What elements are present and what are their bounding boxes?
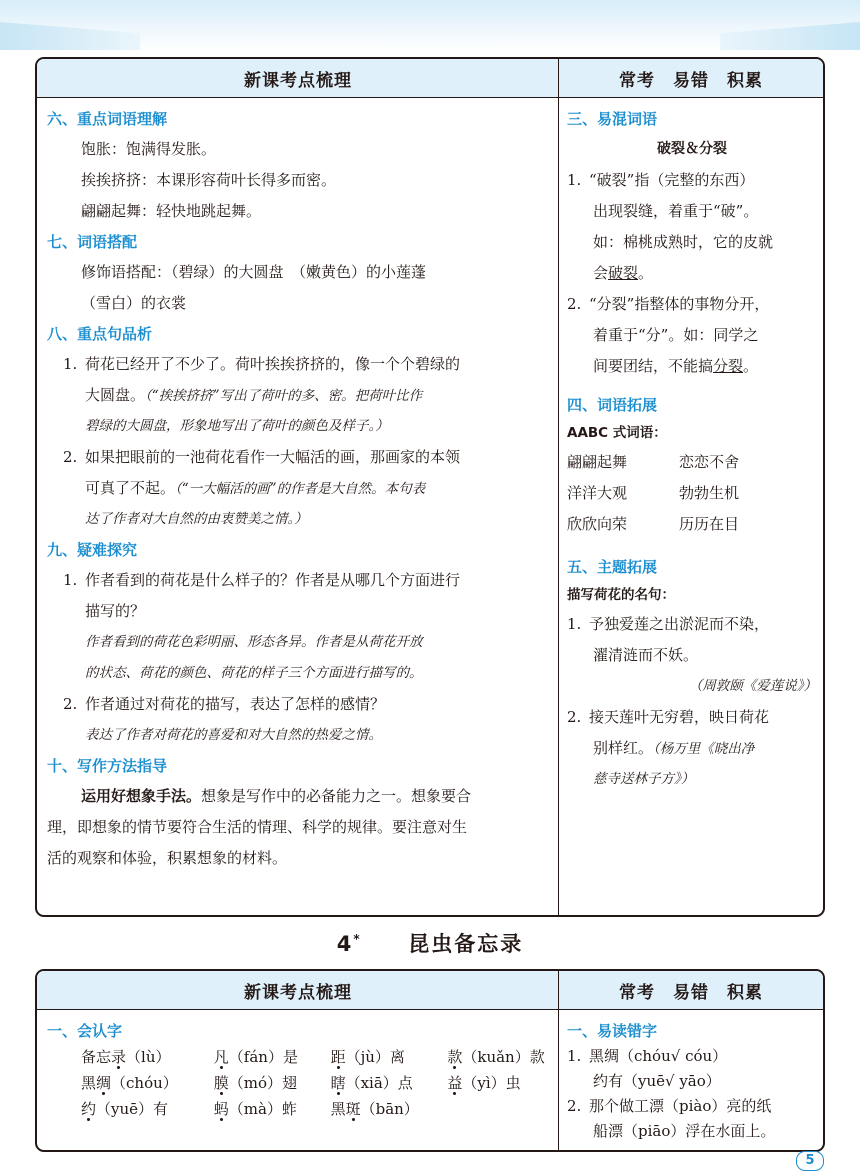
lesson-star: * bbox=[353, 932, 362, 946]
item-number: 2. bbox=[567, 708, 582, 726]
pinyin: （lù） bbox=[126, 1048, 171, 1066]
right-column bbox=[567, 1018, 817, 1144]
pinyin: （jù）离 bbox=[345, 1048, 405, 1066]
char-context: 备忘 bbox=[81, 1048, 112, 1066]
column-divider bbox=[558, 971, 559, 1150]
explain-text: 。 bbox=[638, 264, 654, 282]
char-row bbox=[47, 1044, 552, 1070]
collocation-line: 修饰语搭配：（碧绿）的大圆盘 （嫩黄色）的小莲蓬 bbox=[81, 263, 427, 281]
target-char: 绸 bbox=[96, 1074, 112, 1092]
char-item bbox=[331, 1100, 419, 1118]
section-heading: 四、词语拓展 bbox=[567, 396, 658, 414]
pattern-label: AABC 式词语： bbox=[567, 425, 667, 441]
char-item bbox=[331, 1044, 443, 1070]
misread-text: 黑绸（chóu√ cóu） bbox=[589, 1047, 728, 1065]
explain-text: 。 bbox=[743, 357, 759, 375]
answer-line: 表达了作者对荷花的喜爱和对大自然的热爱之情。 bbox=[85, 727, 382, 743]
column-divider bbox=[558, 59, 559, 915]
explain-text: “分裂”指整体的事物分开， bbox=[589, 295, 770, 313]
quote-line bbox=[567, 702, 817, 733]
char-item bbox=[214, 1044, 326, 1070]
target-char: 约 bbox=[81, 1100, 97, 1118]
section-heading: 八、重点句品析 bbox=[47, 325, 153, 343]
explain-line bbox=[567, 258, 817, 289]
collocation-line: （雪白）的衣裳 bbox=[81, 294, 187, 312]
writing-line: 活的观察和体验，积累想象的材料。 bbox=[47, 849, 288, 867]
left-header: 新课考点梳理 bbox=[37, 971, 559, 1010]
explain-line: 如：棉桃成熟时，它的皮就 bbox=[593, 233, 774, 251]
sentence-text: 可真了不起。 bbox=[85, 479, 176, 497]
quote-label: 描写荷花的名句： bbox=[567, 587, 675, 603]
section-heading: 一、会认字 bbox=[47, 1022, 123, 1040]
underlined-word: 破裂 bbox=[608, 264, 639, 282]
item-number: 1. bbox=[63, 355, 78, 373]
word: 恋恋不舍 bbox=[679, 453, 740, 471]
left-header: 新课考点梳理 bbox=[37, 59, 559, 98]
quote-line: 濯清涟而不妖。 bbox=[593, 646, 699, 664]
term-line: 挨挨挤挤：本课形容荷叶长得多而密。 bbox=[81, 171, 337, 189]
writing-line bbox=[47, 781, 552, 812]
char-item bbox=[447, 1048, 544, 1066]
explain-text: 会 bbox=[593, 264, 609, 282]
word-row bbox=[567, 447, 817, 478]
lesson-name: 昆虫备忘录 bbox=[408, 932, 524, 956]
misread-line: 船漂（piāo）浮在水面上。 bbox=[593, 1122, 776, 1140]
quote-source: 慈寺送林子方》） bbox=[593, 771, 695, 787]
item-number: 2. bbox=[63, 695, 78, 713]
section-heading: 七、词语搭配 bbox=[47, 233, 138, 251]
quote-line bbox=[567, 733, 817, 764]
char-item bbox=[81, 1044, 209, 1070]
analysis-note: 碧绿的大圆盘，形象地写出了荷叶的颜色及样子。） bbox=[85, 418, 389, 434]
item-number: 1. bbox=[63, 571, 78, 589]
sentence-line bbox=[47, 442, 552, 473]
page-number: 5 bbox=[796, 1151, 824, 1171]
question-text: 作者看到的荷花是什么样子的？作者是从哪几个方面进行 bbox=[85, 571, 461, 589]
target-char: 录 bbox=[111, 1048, 127, 1066]
pinyin: （mà）蚱 bbox=[228, 1100, 297, 1118]
item-number: 1. bbox=[567, 171, 582, 189]
quote-text: 别样红。 bbox=[593, 739, 654, 757]
question-text: 作者通过对荷花的描写，表达了怎样的感情？ bbox=[85, 695, 386, 713]
misread-line bbox=[567, 1094, 817, 1119]
item-number: 2. bbox=[63, 448, 78, 466]
quote-source: （周敦颐《爱莲说》） bbox=[688, 678, 817, 694]
target-char: 款 bbox=[447, 1048, 463, 1066]
target-char: 距 bbox=[330, 1048, 346, 1066]
quote-source: （杨万里《晓出净 bbox=[653, 741, 755, 757]
char-item bbox=[447, 1074, 520, 1092]
section-heading: 一、易读错字 bbox=[567, 1022, 658, 1040]
word: 欣欣向荣 bbox=[567, 515, 628, 533]
word: 历历在目 bbox=[679, 515, 740, 533]
word: 洋洋大观 bbox=[567, 484, 628, 502]
char-item bbox=[81, 1096, 209, 1122]
char-row bbox=[47, 1070, 552, 1096]
explain-line: 出现裂缝，着重于“破”。 bbox=[593, 202, 759, 220]
sentence-text: 荷花已经开了不少了。荷叶挨挨挤挤的，像一个个碧绿的 bbox=[85, 355, 461, 373]
word-row bbox=[567, 478, 817, 509]
right-column bbox=[567, 104, 817, 795]
term-line: 饱胀：饱满得发胀。 bbox=[81, 140, 217, 158]
section-heading: 十、写作方法指导 bbox=[47, 757, 168, 775]
quote-text: 接天莲叶无穷碧，映日荷花 bbox=[589, 708, 770, 726]
misread-line bbox=[567, 1044, 817, 1069]
section-heading: 九、疑难探究 bbox=[47, 541, 138, 559]
bottom-study-box bbox=[35, 969, 825, 1152]
sentence-text: 如果把眼前的一池荷花看作一大幅活的画，那画家的本领 bbox=[85, 448, 461, 466]
target-char: 膜 bbox=[213, 1074, 229, 1092]
answer-line: 作者看到的荷花色彩明丽、形态各异。作者是从荷花开放 bbox=[85, 634, 423, 650]
explain-text: 间要团结，不能搞 bbox=[593, 357, 714, 375]
pinyin: （mó）翅 bbox=[228, 1074, 298, 1092]
char-item bbox=[214, 1070, 326, 1096]
pinyin: （chóu） bbox=[111, 1074, 178, 1092]
sentence-line bbox=[47, 349, 552, 380]
target-char: 蚂 bbox=[213, 1100, 229, 1118]
top-study-box bbox=[35, 57, 825, 917]
lesson-number: 4 bbox=[336, 932, 354, 956]
misread-line: 约有（yuē√ yāo） bbox=[593, 1072, 721, 1090]
underlined-word: 分裂 bbox=[713, 357, 744, 375]
explain-line: 着重于“分”。如：同学之 bbox=[593, 326, 759, 344]
lesson-title bbox=[0, 928, 860, 958]
target-char: 斑 bbox=[345, 1100, 361, 1118]
item-number: 1. bbox=[567, 1047, 582, 1065]
section-heading: 五、主题拓展 bbox=[567, 558, 658, 576]
quote-text: 予独爱莲之出淤泥而不染， bbox=[589, 615, 770, 633]
pinyin: （fán）是 bbox=[228, 1048, 298, 1066]
explain-text: “破裂”指（完整的东西） bbox=[589, 171, 755, 189]
pinyin: （yuē）有 bbox=[96, 1100, 169, 1118]
pinyin: （yì）虫 bbox=[462, 1074, 521, 1092]
target-char: 瞎 bbox=[330, 1074, 346, 1092]
pinyin: （kuǎn）款 bbox=[462, 1048, 545, 1066]
bold-lead: 运用好想象手法。 bbox=[81, 787, 202, 805]
analysis-note: （“一大幅活的画”的作者是大自然。本句表 bbox=[175, 481, 426, 497]
explain-line bbox=[567, 165, 817, 196]
writing-text: 想象是写作中的必备能力之一。想象要合 bbox=[201, 787, 472, 805]
left-column bbox=[47, 104, 552, 874]
item-number: 2. bbox=[567, 295, 582, 313]
char-context: 黑 bbox=[330, 1100, 346, 1118]
term-line: 翩翩起舞：轻快地跳起舞。 bbox=[81, 202, 262, 220]
explain-line bbox=[567, 289, 817, 320]
quote-line bbox=[567, 609, 817, 640]
left-column bbox=[47, 1018, 552, 1122]
question-line: 描写的？ bbox=[85, 602, 146, 620]
question-line bbox=[47, 689, 552, 720]
item-number: 1. bbox=[567, 615, 582, 633]
writing-line: 理，即想象的情节要符合生活的情理、科学的规律。要注意对生 bbox=[47, 818, 468, 836]
char-item bbox=[331, 1070, 443, 1096]
char-item bbox=[81, 1070, 209, 1096]
section-heading: 三、易混词语 bbox=[567, 110, 658, 128]
question-line bbox=[47, 565, 552, 596]
analysis-note: 达了作者对大自然的由衷赞美之情。） bbox=[85, 511, 308, 527]
section-heading: 六、重点词语理解 bbox=[47, 110, 168, 128]
pinyin: （xiā）点 bbox=[345, 1074, 413, 1092]
pinyin: （bān） bbox=[360, 1100, 419, 1118]
explain-line bbox=[567, 351, 817, 382]
sentence-line bbox=[47, 380, 552, 411]
word-row bbox=[567, 509, 817, 540]
target-char: 凡 bbox=[213, 1048, 229, 1066]
analysis-note: （“挨挨挤挤”写出了荷叶的多、密。把荷叶比作 bbox=[145, 388, 423, 404]
misread-text: 那个做工漂（piào）亮的纸 bbox=[589, 1097, 772, 1115]
answer-line: 的状态、荷花的颜色、荷花的样子三个方面进行描写的。 bbox=[85, 665, 423, 681]
word: 翩翩起舞 bbox=[567, 453, 628, 471]
char-item bbox=[214, 1096, 326, 1122]
sentence-line bbox=[47, 473, 552, 504]
right-header: 常考 易错 积累 bbox=[559, 971, 823, 1010]
sentence-text: 大圆盘。 bbox=[85, 386, 146, 404]
target-char: 益 bbox=[447, 1074, 463, 1092]
right-header: 常考 易错 积累 bbox=[559, 59, 823, 98]
word: 勃勃生机 bbox=[679, 484, 740, 502]
char-row bbox=[47, 1096, 552, 1122]
item-number: 2. bbox=[567, 1097, 582, 1115]
char-context: 黑 bbox=[81, 1074, 97, 1092]
subtitle: 破裂＆分裂 bbox=[657, 141, 727, 157]
